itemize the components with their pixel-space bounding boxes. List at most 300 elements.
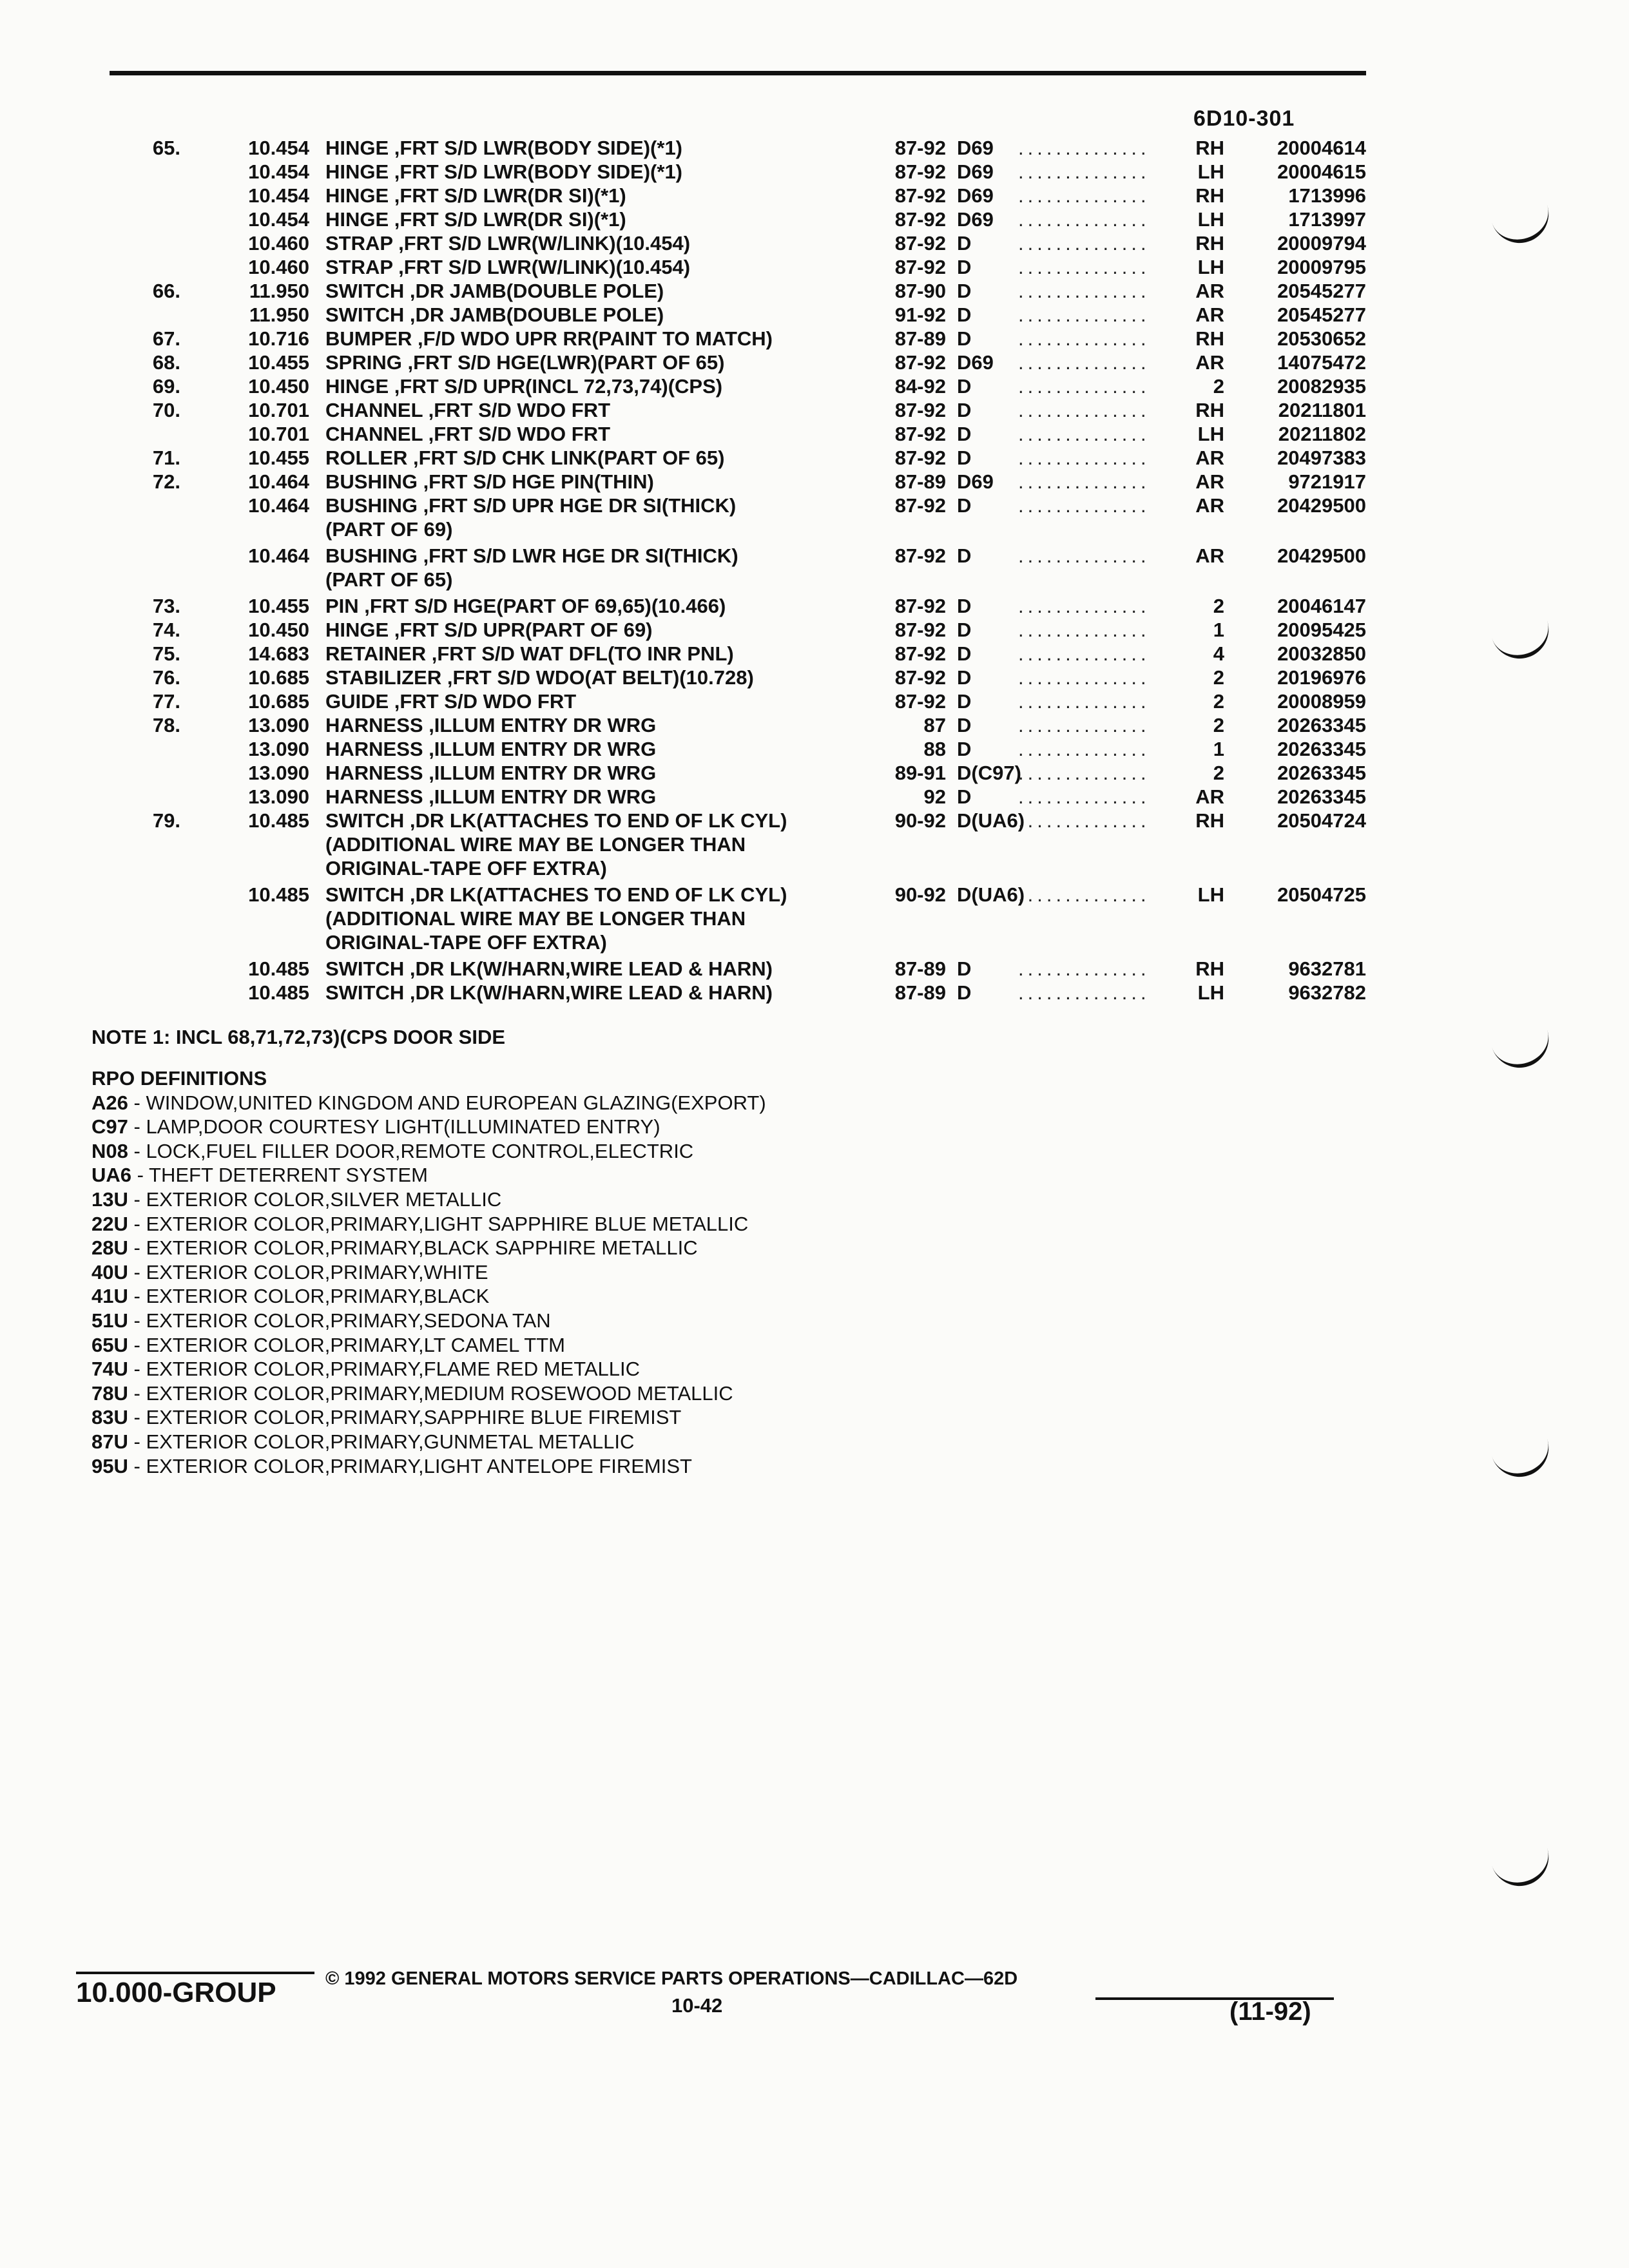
body-code: D xyxy=(957,738,972,760)
leader-dots: .............. xyxy=(1018,327,1150,350)
quantity: 2 xyxy=(1213,714,1224,736)
part-description: STRAP ,FRT S/D LWR(W/LINK)(10.454) xyxy=(325,256,691,278)
body-code: D xyxy=(957,327,972,350)
leader-dots: .............. xyxy=(1018,160,1150,183)
model-years: 87-92 xyxy=(894,690,946,713)
body-code: D69 xyxy=(957,137,994,159)
part-description: ROLLER ,FRT S/D CHK LINK(PART OF 65) xyxy=(325,447,725,469)
rpo-text: EXTERIOR COLOR,PRIMARY,WHITE xyxy=(146,1260,488,1283)
model-years: 87-92 xyxy=(894,544,946,567)
rpo-code: N08 xyxy=(92,1139,128,1162)
quantity: AR xyxy=(1195,494,1224,517)
part-number: 14075472 xyxy=(1277,351,1366,374)
rpo-text: EXTERIOR COLOR,PRIMARY,GUNMETAL METALLIC xyxy=(146,1430,635,1453)
part-number: 20008959 xyxy=(1277,690,1366,713)
table-row xyxy=(142,981,1366,1005)
part-description: BUSHING ,FRT S/D HGE PIN(THIN) xyxy=(325,470,654,493)
quantity: LH xyxy=(1197,423,1224,445)
part-description: HINGE ,FRT S/D UPR(PART OF 69) xyxy=(325,619,653,641)
leader-dots: .............. xyxy=(1018,375,1150,398)
model-years: 90-92 xyxy=(894,883,946,906)
part-description: BUMPER ,F/D WDO UPR RR(PAINT TO MATCH) xyxy=(325,327,773,350)
table-row xyxy=(142,494,1366,542)
table-row xyxy=(142,470,1366,494)
leader-dots: .............. xyxy=(1018,470,1150,493)
group-number: 13.090 xyxy=(248,762,309,784)
rpo-code: 22U xyxy=(92,1212,128,1235)
rpo-code: 13U xyxy=(92,1187,128,1211)
part-description: PIN ,FRT S/D HGE(PART OF 69,65)(10.466) xyxy=(325,595,726,617)
group-number: 13.090 xyxy=(248,714,309,736)
table-row xyxy=(142,160,1366,184)
part-description: SWITCH ,DR JAMB(DOUBLE POLE) xyxy=(325,280,664,302)
leader-dots: .............. xyxy=(1018,642,1150,665)
part-description-cont: (ADDITIONAL WIRE MAY BE LONGER THAN xyxy=(325,907,746,930)
part-number: 20504724 xyxy=(1277,809,1366,832)
table-row xyxy=(142,303,1366,327)
model-years: 88 xyxy=(923,738,946,760)
group-number: 10.701 xyxy=(248,423,309,445)
table-row xyxy=(142,208,1366,232)
model-years: 91-92 xyxy=(894,303,946,326)
footer-copyright: © 1992 GENERAL MOTORS SERVICE PARTS OPERATIONS—CADILLAC—62D xyxy=(325,1968,1018,1989)
body-code: D xyxy=(957,423,972,445)
model-years: 87-92 xyxy=(894,137,946,159)
rpo-item xyxy=(92,1260,766,1285)
group-number: 10.485 xyxy=(248,981,309,1004)
footer-date: (11-92) xyxy=(1229,1997,1311,2026)
rpo-separator: - xyxy=(128,1260,146,1283)
group-number: 10.485 xyxy=(248,809,309,832)
rpo-item xyxy=(92,1115,766,1139)
quantity: RH xyxy=(1195,184,1224,207)
rpo-item xyxy=(92,1309,766,1333)
table-row xyxy=(142,544,1366,592)
rpo-separator: - xyxy=(128,1115,146,1139)
body-code: D(UA6) xyxy=(957,883,1025,906)
model-years: 87-92 xyxy=(894,666,946,689)
model-years: 87-92 xyxy=(894,399,946,421)
item-ref: 75. xyxy=(152,642,180,665)
rpo-text: EXTERIOR COLOR,PRIMARY,BLACK SAPPHIRE METALLIC xyxy=(146,1236,698,1260)
part-description: HARNESS ,ILLUM ENTRY DR WRG xyxy=(325,785,657,808)
table-row xyxy=(142,423,1366,447)
part-description: GUIDE ,FRT S/D WDO FRT xyxy=(325,690,577,713)
rpo-code: 95U xyxy=(92,1454,128,1477)
group-number: 10.455 xyxy=(248,351,309,374)
rpo-list xyxy=(92,1091,766,1479)
part-number: 20004615 xyxy=(1277,160,1366,183)
rpo-code: 65U xyxy=(92,1333,128,1356)
part-number: 20263345 xyxy=(1277,762,1366,784)
part-description-cont: (PART OF 69) xyxy=(325,518,453,541)
note-1: NOTE 1: INCL 68,71,72,73)(CPS DOOR SIDE xyxy=(92,1026,506,1048)
part-number: 20032850 xyxy=(1277,642,1366,665)
part-description: STABILIZER ,FRT S/D WDO(AT BELT)(10.728) xyxy=(325,666,754,689)
part-description: HARNESS ,ILLUM ENTRY DR WRG xyxy=(325,714,657,736)
model-years: 87-92 xyxy=(894,595,946,617)
part-description: BUSHING ,FRT S/D LWR HGE DR SI(THICK) xyxy=(325,544,738,567)
group-number: 10.464 xyxy=(248,544,309,567)
part-description: HINGE ,FRT S/D LWR(BODY SIDE)(*1) xyxy=(325,160,683,183)
table-row xyxy=(142,447,1366,470)
body-code: D69 xyxy=(957,184,994,207)
body-code: D xyxy=(957,447,972,469)
rpo-separator: - xyxy=(128,1358,146,1381)
model-years: 87-89 xyxy=(894,470,946,493)
leader-dots: .............. xyxy=(1018,595,1150,617)
part-number: 9721917 xyxy=(1288,470,1366,493)
leader-dots: .............. xyxy=(1018,494,1150,517)
rpo-code: 87U xyxy=(92,1430,128,1453)
rpo-separator: - xyxy=(128,1333,146,1356)
rpo-item xyxy=(92,1430,766,1454)
binder-mark xyxy=(1492,1438,1556,1485)
rpo-text: WINDOW,UNITED KINGDOM AND EUROPEAN GLAZING(EXPORT) xyxy=(146,1091,766,1114)
quantity: AR xyxy=(1195,303,1224,326)
model-years: 87-92 xyxy=(894,232,946,255)
part-number: 20263345 xyxy=(1277,785,1366,808)
table-row xyxy=(142,714,1366,738)
part-number: 20545277 xyxy=(1277,280,1366,302)
rpo-text: EXTERIOR COLOR,PRIMARY,BLACK xyxy=(146,1285,490,1308)
model-years: 87-90 xyxy=(894,280,946,302)
part-description: HINGE ,FRT S/D UPR(INCL 72,73,74)(CPS) xyxy=(325,375,723,398)
binder-mark xyxy=(1492,620,1556,666)
part-description: CHANNEL ,FRT S/D WDO FRT xyxy=(325,423,611,445)
rpo-item xyxy=(92,1405,766,1430)
model-years: 84-92 xyxy=(894,375,946,398)
rpo-separator: - xyxy=(128,1236,146,1260)
footer-page-number: 10-42 xyxy=(671,1994,723,2017)
leader-dots: .............. xyxy=(1018,447,1150,469)
rpo-text: LOCK,FUEL FILLER DOOR,REMOTE CONTROL,ELECTRIC xyxy=(146,1139,694,1162)
binder-mark xyxy=(1492,204,1556,251)
model-years: 87-92 xyxy=(894,423,946,445)
binder-mark xyxy=(1492,1847,1556,1894)
rpo-separator: - xyxy=(128,1454,146,1477)
page-code: 6D10-301 xyxy=(1193,106,1295,131)
body-code: D xyxy=(957,256,972,278)
body-code: D xyxy=(957,399,972,421)
table-row xyxy=(142,184,1366,208)
group-number: 10.716 xyxy=(248,327,309,350)
model-years: 87-92 xyxy=(894,351,946,374)
quantity: 1 xyxy=(1213,738,1224,760)
rpo-item xyxy=(92,1163,766,1187)
leader-dots: .............. xyxy=(1018,303,1150,326)
part-number: 20211802 xyxy=(1278,423,1366,445)
rpo-code: 51U xyxy=(92,1309,128,1332)
group-number: 10.450 xyxy=(248,375,309,398)
binder-mark xyxy=(1492,1029,1556,1075)
quantity: 4 xyxy=(1213,642,1224,665)
part-number: 20009794 xyxy=(1277,232,1366,255)
model-years: 87-92 xyxy=(894,256,946,278)
quantity: AR xyxy=(1195,351,1224,374)
rpo-separator: - xyxy=(128,1381,146,1405)
table-row xyxy=(142,280,1366,303)
leader-dots: .............. xyxy=(1018,883,1150,906)
leader-dots: .............. xyxy=(1018,809,1150,832)
model-years: 87 xyxy=(923,714,946,736)
item-ref: 68. xyxy=(152,351,180,374)
group-number: 10.454 xyxy=(248,184,309,207)
part-description: BUSHING ,FRT S/D UPR HGE DR SI(THICK) xyxy=(325,494,737,517)
part-number: 20004614 xyxy=(1277,137,1366,159)
model-years: 87-92 xyxy=(894,447,946,469)
leader-dots: .............. xyxy=(1018,184,1150,207)
quantity: AR xyxy=(1195,785,1224,808)
table-row xyxy=(142,690,1366,714)
body-code: D xyxy=(957,619,972,641)
part-number: 20504725 xyxy=(1277,883,1366,906)
leader-dots: .............. xyxy=(1018,666,1150,689)
body-code: D xyxy=(957,981,972,1004)
rpo-item xyxy=(92,1333,766,1358)
body-code: D xyxy=(957,375,972,398)
table-row xyxy=(142,327,1366,351)
group-number: 10.460 xyxy=(248,232,309,255)
item-ref: 78. xyxy=(152,714,180,736)
rpo-code: C97 xyxy=(92,1115,128,1139)
model-years: 87-92 xyxy=(894,642,946,665)
rpo-text: EXTERIOR COLOR,PRIMARY,FLAME RED METALLIC xyxy=(146,1358,640,1381)
part-description: SPRING ,FRT S/D HGE(LWR)(PART OF 65) xyxy=(325,351,725,374)
part-description: HARNESS ,ILLUM ENTRY DR WRG xyxy=(325,738,657,760)
leader-dots: .............. xyxy=(1018,762,1150,784)
rpo-item xyxy=(92,1212,766,1236)
leader-dots: .............. xyxy=(1018,232,1150,255)
leader-dots: .............. xyxy=(1018,351,1150,374)
table-row xyxy=(142,809,1366,881)
body-code: D xyxy=(957,690,972,713)
rpo-code: A26 xyxy=(92,1091,128,1114)
quantity: RH xyxy=(1195,137,1224,159)
rpo-separator: - xyxy=(128,1430,146,1453)
body-code: D xyxy=(957,785,972,808)
part-number: 1713996 xyxy=(1288,184,1366,207)
item-ref: 79. xyxy=(152,809,180,832)
model-years: 87-92 xyxy=(894,208,946,231)
item-ref: 66. xyxy=(152,280,180,302)
item-ref: 76. xyxy=(152,666,180,689)
table-row xyxy=(142,137,1366,160)
part-description-cont: (ADDITIONAL WIRE MAY BE LONGER THAN xyxy=(325,833,746,856)
rpo-separator: - xyxy=(128,1285,146,1308)
model-years: 90-92 xyxy=(894,809,946,832)
leader-dots: .............. xyxy=(1018,280,1150,302)
leader-dots: .............. xyxy=(1018,957,1150,980)
body-code: D69 xyxy=(957,470,994,493)
rpo-item xyxy=(92,1454,766,1479)
leader-dots: .............. xyxy=(1018,137,1150,159)
quantity: 2 xyxy=(1213,690,1224,713)
part-description: SWITCH ,DR LK(W/HARN,WIRE LEAD & HARN) xyxy=(325,957,773,980)
rpo-text: EXTERIOR COLOR,SILVER METALLIC xyxy=(146,1187,502,1211)
rpo-text: EXTERIOR COLOR,PRIMARY,SAPPHIRE BLUE FIREMIST xyxy=(146,1406,682,1429)
item-ref: 65. xyxy=(152,137,180,159)
quantity: RH xyxy=(1195,232,1224,255)
group-number: 10.464 xyxy=(248,494,309,517)
table-row xyxy=(142,957,1366,981)
rpo-separator: - xyxy=(128,1212,146,1235)
rpo-code: 40U xyxy=(92,1260,128,1283)
part-description-cont: ORIGINAL-TAPE OFF EXTRA) xyxy=(325,931,607,954)
footer-rule-left xyxy=(76,1972,314,1974)
quantity: RH xyxy=(1195,399,1224,421)
part-number: 20082935 xyxy=(1277,375,1366,398)
part-description: HINGE ,FRT S/D LWR(DR SI)(*1) xyxy=(325,208,626,231)
group-number: 10.485 xyxy=(248,957,309,980)
part-number: 9632781 xyxy=(1288,957,1366,980)
leader-dots: .............. xyxy=(1018,423,1150,445)
group-number: 13.090 xyxy=(248,785,309,808)
item-ref: 67. xyxy=(152,327,180,350)
leader-dots: .............. xyxy=(1018,544,1150,567)
quantity: LH xyxy=(1197,883,1224,906)
rpo-text: EXTERIOR COLOR,PRIMARY,LIGHT ANTELOPE FIREMIST xyxy=(146,1454,692,1477)
rpo-code: 74U xyxy=(92,1358,128,1381)
rpo-text: EXTERIOR COLOR,PRIMARY,LT CAMEL TTM xyxy=(146,1333,565,1356)
top-rule xyxy=(110,71,1366,75)
table-row xyxy=(142,762,1366,785)
body-code: D xyxy=(957,280,972,302)
group-number: 10.460 xyxy=(248,256,309,278)
part-description: SWITCH ,DR JAMB(DOUBLE POLE) xyxy=(325,303,664,326)
rpo-definitions xyxy=(92,1066,766,1478)
rpo-separator: - xyxy=(128,1309,146,1332)
rpo-code: 41U xyxy=(92,1285,128,1308)
part-number: 20530652 xyxy=(1277,327,1366,350)
part-number: 20497383 xyxy=(1277,447,1366,469)
table-row xyxy=(142,785,1366,809)
part-description: SWITCH ,DR LK(ATTACHES TO END OF LK CYL) xyxy=(325,809,787,832)
model-years: 87-92 xyxy=(894,184,946,207)
model-years: 87-89 xyxy=(894,957,946,980)
group-number: 10.464 xyxy=(248,470,309,493)
part-number: 1713997 xyxy=(1288,208,1366,231)
rpo-text: EXTERIOR COLOR,PRIMARY,LIGHT SAPPHIRE BLUE METALLIC xyxy=(146,1212,749,1235)
leader-dots: .............. xyxy=(1018,399,1150,421)
quantity: LH xyxy=(1197,208,1224,231)
part-description: HINGE ,FRT S/D LWR(BODY SIDE)(*1) xyxy=(325,137,683,159)
body-code: D xyxy=(957,666,972,689)
model-years: 87-89 xyxy=(894,327,946,350)
leader-dots: .............. xyxy=(1018,785,1150,808)
part-number: 20196976 xyxy=(1277,666,1366,689)
model-years: 87-89 xyxy=(894,981,946,1004)
body-code: D(UA6) xyxy=(957,809,1025,832)
rpo-code: 83U xyxy=(92,1406,128,1429)
group-number: 10.455 xyxy=(248,447,309,469)
part-description: CHANNEL ,FRT S/D WDO FRT xyxy=(325,399,611,421)
body-code: D xyxy=(957,957,972,980)
rpo-item xyxy=(92,1091,766,1115)
quantity: AR xyxy=(1195,544,1224,567)
body-code: D69 xyxy=(957,351,994,374)
model-years: 87-92 xyxy=(894,619,946,641)
rpo-item xyxy=(92,1284,766,1309)
rpo-item xyxy=(92,1187,766,1212)
part-number: 20545277 xyxy=(1277,303,1366,326)
group-number: 10.485 xyxy=(248,883,309,906)
rpo-separator: - xyxy=(131,1164,149,1187)
group-number: 10.685 xyxy=(248,666,309,689)
model-years: 92 xyxy=(923,785,946,808)
leader-dots: .............. xyxy=(1018,619,1150,641)
rpo-separator: - xyxy=(128,1406,146,1429)
rpo-separator: - xyxy=(128,1139,146,1162)
table-row xyxy=(142,738,1366,762)
quantity: RH xyxy=(1195,809,1224,832)
model-years: 89-91 xyxy=(894,762,946,784)
group-number: 11.950 xyxy=(249,303,309,326)
quantity: LH xyxy=(1197,256,1224,278)
part-number: 9632782 xyxy=(1288,981,1366,1004)
model-years: 87-92 xyxy=(894,160,946,183)
body-code: D xyxy=(957,595,972,617)
leader-dots: .............. xyxy=(1018,256,1150,278)
table-row xyxy=(142,666,1366,690)
group-number: 10.454 xyxy=(248,160,309,183)
rpo-item xyxy=(92,1139,766,1164)
group-number: 14.683 xyxy=(248,642,309,665)
quantity: 2 xyxy=(1213,595,1224,617)
table-row xyxy=(142,351,1366,375)
body-code: D xyxy=(957,494,972,517)
footer-group: 10.000-GROUP xyxy=(76,1977,276,2008)
part-description-cont: ORIGINAL-TAPE OFF EXTRA) xyxy=(325,857,607,879)
body-code: D(C97) xyxy=(957,762,1021,784)
rpo-title: RPO DEFINITIONS xyxy=(92,1067,267,1090)
leader-dots: .............. xyxy=(1018,714,1150,736)
rpo-text: LAMP,DOOR COURTESY LIGHT(ILLUMINATED ENTRY) xyxy=(146,1115,660,1139)
item-ref: 71. xyxy=(152,447,180,469)
rpo-code: 78U xyxy=(92,1381,128,1405)
table-row xyxy=(142,375,1366,399)
table-row xyxy=(142,642,1366,666)
rpo-text: EXTERIOR COLOR,PRIMARY,MEDIUM ROSEWOOD METALLIC xyxy=(146,1381,733,1405)
item-ref: 74. xyxy=(152,619,180,641)
quantity: 2 xyxy=(1213,666,1224,689)
body-code: D xyxy=(957,303,972,326)
group-number: 10.454 xyxy=(248,137,309,159)
rpo-code: 28U xyxy=(92,1236,128,1260)
rpo-item xyxy=(92,1381,766,1406)
item-ref: 70. xyxy=(152,399,180,421)
quantity: AR xyxy=(1195,447,1224,469)
rpo-separator: - xyxy=(128,1091,146,1114)
group-number: 10.450 xyxy=(248,619,309,641)
part-number: 20263345 xyxy=(1277,714,1366,736)
group-number: 11.950 xyxy=(249,280,309,302)
body-code: D xyxy=(957,642,972,665)
item-ref: 73. xyxy=(152,595,180,617)
part-number: 20009795 xyxy=(1277,256,1366,278)
rpo-code: UA6 xyxy=(92,1164,132,1187)
part-description: HINGE ,FRT S/D LWR(DR SI)(*1) xyxy=(325,184,626,207)
part-description: RETAINER ,FRT S/D WAT DFL(TO INR PNL) xyxy=(325,642,734,665)
rpo-separator: - xyxy=(128,1187,146,1211)
part-number: 20095425 xyxy=(1277,619,1366,641)
table-row xyxy=(142,619,1366,642)
part-number: 20263345 xyxy=(1277,738,1366,760)
leader-dots: .............. xyxy=(1018,690,1150,713)
model-years: 87-92 xyxy=(894,494,946,517)
table-row xyxy=(142,232,1366,256)
group-number: 10.701 xyxy=(248,399,309,421)
